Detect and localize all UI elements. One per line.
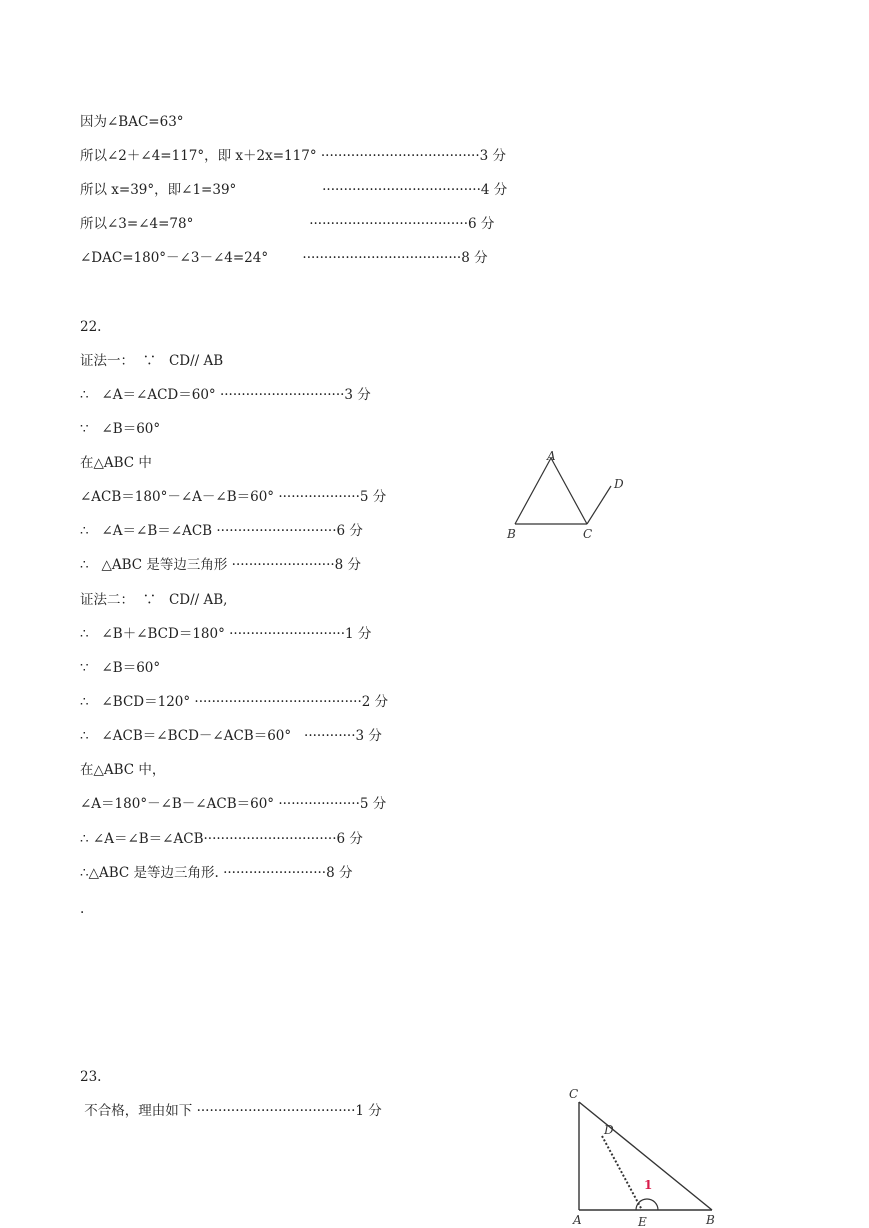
s23-label-d: D — [604, 1123, 614, 1137]
s22-line-2: ∴ ∠A＝∠ACD＝60° ·····························3 分 — [80, 387, 371, 403]
s22-line-13: 在△ABC 中， — [80, 762, 166, 778]
s22-number: 22. — [80, 319, 102, 335]
s22-triangle-figure — [500, 448, 640, 548]
s23-triangle-figure — [560, 1082, 730, 1228]
s22-ray-cd — [587, 486, 611, 524]
s22-side-ab — [515, 458, 551, 524]
s22-line-4: 在△ABC 中 — [80, 455, 152, 471]
s23-label-a: A — [573, 1213, 582, 1227]
s22-label-d: D — [614, 477, 624, 491]
s21-line-4: 所以∠3=∠4=78° ·····································6 分 — [80, 216, 495, 232]
s22-line-14: ∠A＝180°－∠B－∠ACB＝60° ···················5 分 — [80, 796, 387, 812]
s23-label-e: E — [638, 1215, 647, 1228]
s22-line-6: ∴ ∠A＝∠B＝∠ACB ····························6 分 — [80, 523, 363, 539]
s23-dotted-de — [602, 1136, 642, 1210]
s22-line-15: ∴ ∠A＝∠B＝∠ACB·······························6 分 — [80, 831, 363, 847]
s22-line-3: ∵ ∠B＝60° — [80, 421, 161, 437]
s21-line-2: 所以∠2＋∠4=117°，即 x＋2x=117° ·····································3 分 — [80, 148, 507, 164]
s22-label-a: A — [547, 449, 556, 463]
s23-side-cb — [579, 1102, 712, 1210]
s22-line-16: ∴△ABC 是等边三角形. ························8 分 — [80, 865, 353, 881]
s21-line-3: 所以 x=39°，即∠1=39° ·····································4 分 — [80, 182, 508, 198]
s22-line-5: ∠ACB＝180°－∠A－∠B＝60° ···················5 分 — [80, 489, 387, 505]
s23-line-1: 不合格，理由如下 ·····································1 分 — [80, 1103, 382, 1119]
s22-side-ac — [551, 458, 587, 524]
s22-line-1: 证法一： ∵ CD// AB — [80, 353, 224, 369]
s23-number: 23. — [80, 1069, 102, 1085]
s21-line-1: 因为∠BAC=63° — [80, 114, 184, 130]
s22-line-10: ∵ ∠B＝60° — [80, 660, 161, 676]
s23-label-c: C — [569, 1087, 579, 1101]
s22-line-17: . — [80, 901, 85, 917]
s23-label-b: B — [706, 1213, 715, 1227]
s22-line-12: ∴ ∠ACB＝∠BCD－∠ACB＝60° ············3 分 — [80, 728, 382, 744]
s22-line-8: 证法二： ∵ CD// AB, — [80, 592, 228, 608]
s22-line-7: ∴ △ABC 是等边三角形 ························8 分 — [80, 557, 362, 573]
s22-label-b: B — [507, 527, 516, 541]
s22-line-9: ∴ ∠B＋∠BCD＝180° ···························1 分 — [80, 626, 372, 642]
s21-line-5: ∠DAC=180°－∠3－∠4=24° ·····································8 分 — [80, 250, 488, 266]
s22-label-c: C — [583, 527, 593, 541]
s23-label-1: 1 — [644, 1178, 653, 1192]
s22-line-11: ∴ ∠BCD＝120° ·······································2 分 — [80, 694, 389, 710]
